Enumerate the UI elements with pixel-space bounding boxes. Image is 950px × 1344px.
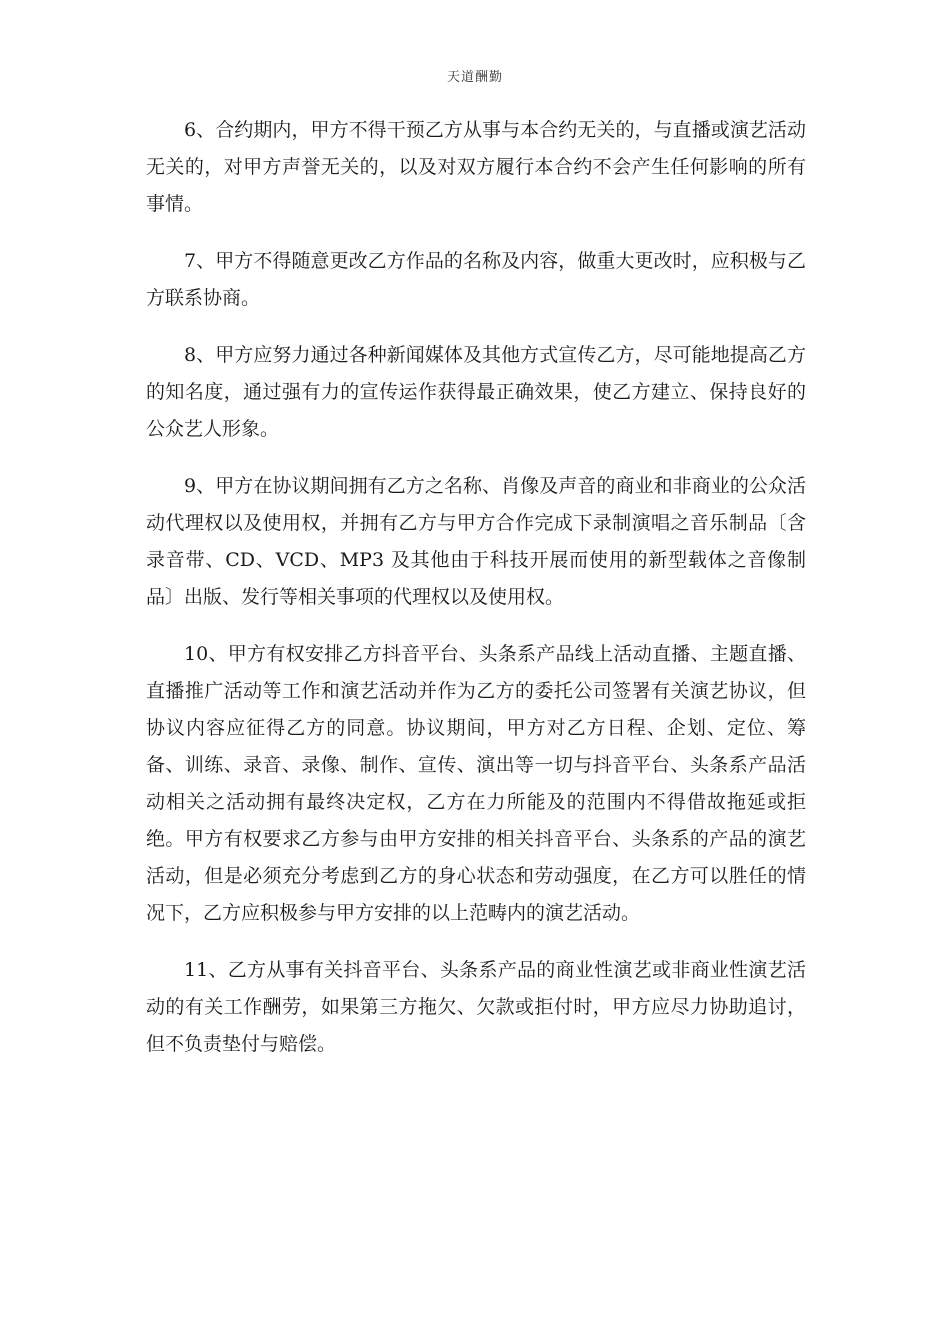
document-body: [146, 112, 806, 1083]
page-header: 天道酬勤: [446, 70, 503, 85]
clause-8: 8、甲方应努力通过各种新闻媒体及其他方式宣传乙方，尽可能地提高乙方的知名度，通过强有力的宣传运作获得最正确效果，使乙方建立、保持良好的公众艺人形象。: [146, 344, 806, 440]
clause-11: 11、乙方从事有关抖音平台、头条系产品的商业性演艺或非商业性演艺活动的有关工作酬劳，如果第三方拖欠、欠款或拒付时，甲方应尽力协助追讨，但不负责垫付与赔偿。: [146, 959, 806, 1055]
clause-10: 10、甲方有权安排乙方抖音平台、头条系产品线上活动直播、主题直播、直播推广活动等工作和演艺活动并作为乙方的委托公司签署有关演艺协议，但协议内容应征得乙方的同意。协议期间，甲方对乙方日程、企划、定位、筹备、训练、录音、录像、制作、宣传、演出等一切与抖音平台、头条系产品活动相关之活动拥有最终决定权，乙方在力所能及的范围内不得借故拖延或拒绝。甲方有权要求乙方参与由甲方安排的相关抖音平台、头条系的产品的演艺活动，但是必须充分考虑到乙方的身心状态和劳动强度，在乙方可以胜任的情况下，乙方应积极参与甲方安排的以上范畴内的演艺活动。: [146, 643, 806, 924]
clause-6: 6、合约期内，甲方不得干预乙方从事与本合约无关的，与直播或演艺活动无关的，对甲方声誉无关的，以及对双方履行本合约不会产生任何影响的所有事情。: [146, 119, 806, 215]
clause-9: 9、甲方在协议期间拥有乙方之名称、肖像及声音的商业和非商业的公众活动代理权以及使用权，并拥有乙方与甲方合作完成下录制演唱之音乐制品〔含录音带、CD、VCD、MP3 及其他由于科技开展而使用的新型载体之音像制品〕出版、发行等相关事项的代理权以及使用权。: [146, 475, 806, 608]
clause-7: 7、甲方不得随意更改乙方作品的名称及内容，做重大更改时，应积极与乙方联系协商。: [146, 250, 806, 309]
